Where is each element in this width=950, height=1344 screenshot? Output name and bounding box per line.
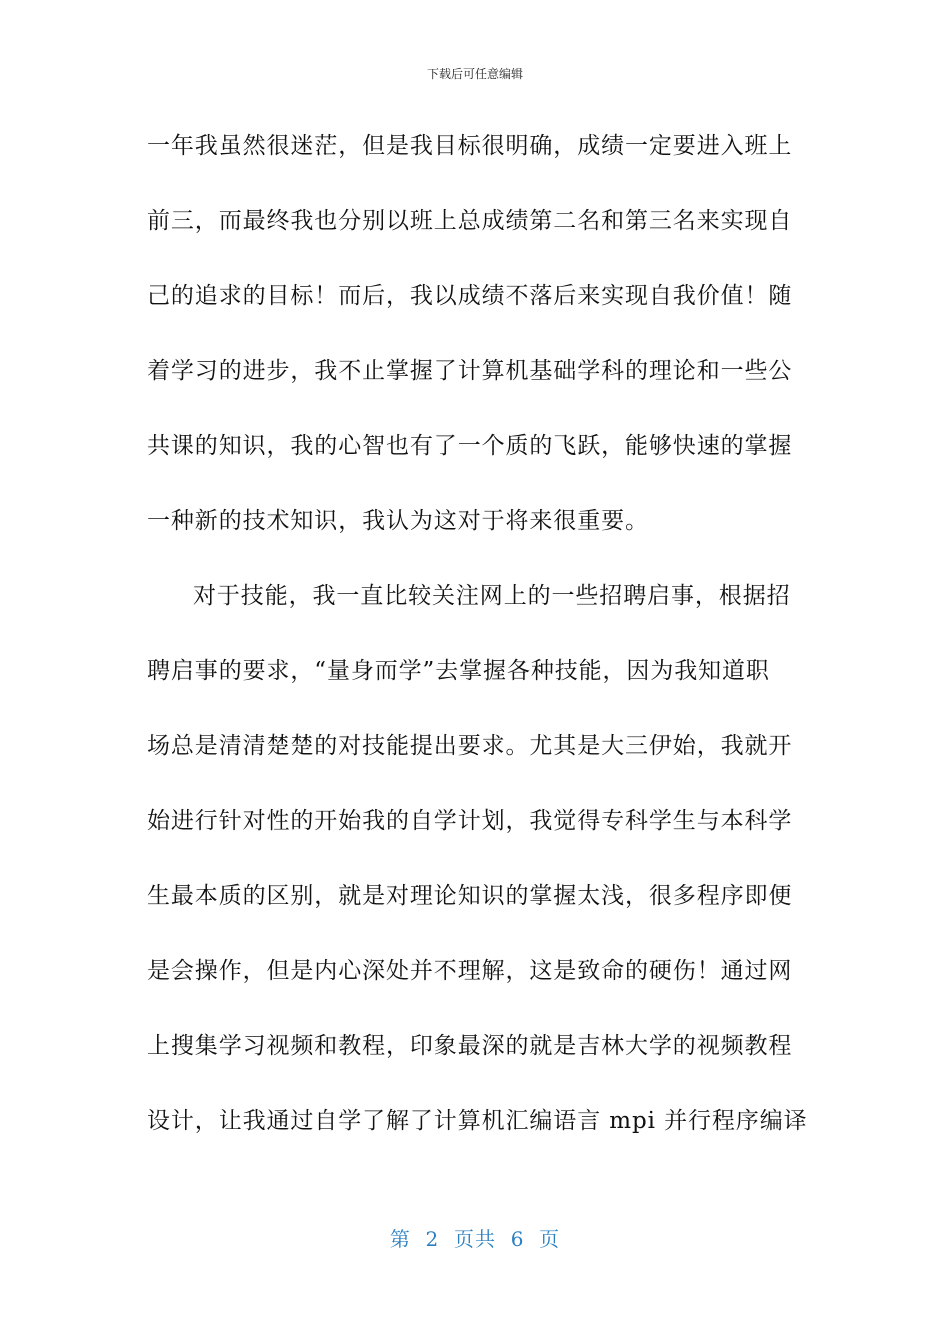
body-line: 一种新的技术知识，我认为这对于将来很重要。 xyxy=(147,508,649,534)
body-line: 共课的知识，我的心智也有了一个质的飞跃，能够快速的掌握 xyxy=(147,433,793,459)
body-line: 是会操作，但是内心深处并不理解，这是致命的硬伤！通过网 xyxy=(147,958,793,984)
body-line: 生最本质的区别，就是对理论知识的掌握太浅，很多程序即便 xyxy=(147,883,793,909)
body-line: 己的追求的目标！而后，我以成绩不落后来实现自我价值！随 xyxy=(147,283,793,309)
page-footer: 第 2 页共 6 页 xyxy=(389,1227,561,1251)
body-line: 着学习的进步，我不止掌握了计算机基础学科的理论和一些公 xyxy=(147,358,793,384)
paragraph-start-line: 对于技能，我一直比较关注网上的一些招聘启事，根据招 xyxy=(193,583,791,609)
body-line: 设计，让我通过自学了解了计算机汇编语言 mpi 并行程序编译 xyxy=(147,1108,808,1134)
body-line: 上搜集学习视频和教程，印象最深的就是吉林大学的视频教程 xyxy=(147,1033,793,1059)
body-line: 一年我虽然很迷茫，但是我目标很明确，成绩一定要进入班上 xyxy=(147,133,793,159)
body-line: 聘启事的要求，“量身而学”去掌握各种技能，因为我知道职 xyxy=(147,658,770,684)
body-line: 始进行针对性的开始我的自学计划，我觉得专科学生与本科学 xyxy=(147,808,793,834)
page-header: 下载后可任意编辑 xyxy=(426,67,523,81)
body-line: 场总是清清楚楚的对技能提出要求。尤其是大三伊始，我就开 xyxy=(147,733,793,759)
body-line: 前三，而最终我也分别以班上总成绩第二名和第三名来实现自 xyxy=(147,208,793,234)
